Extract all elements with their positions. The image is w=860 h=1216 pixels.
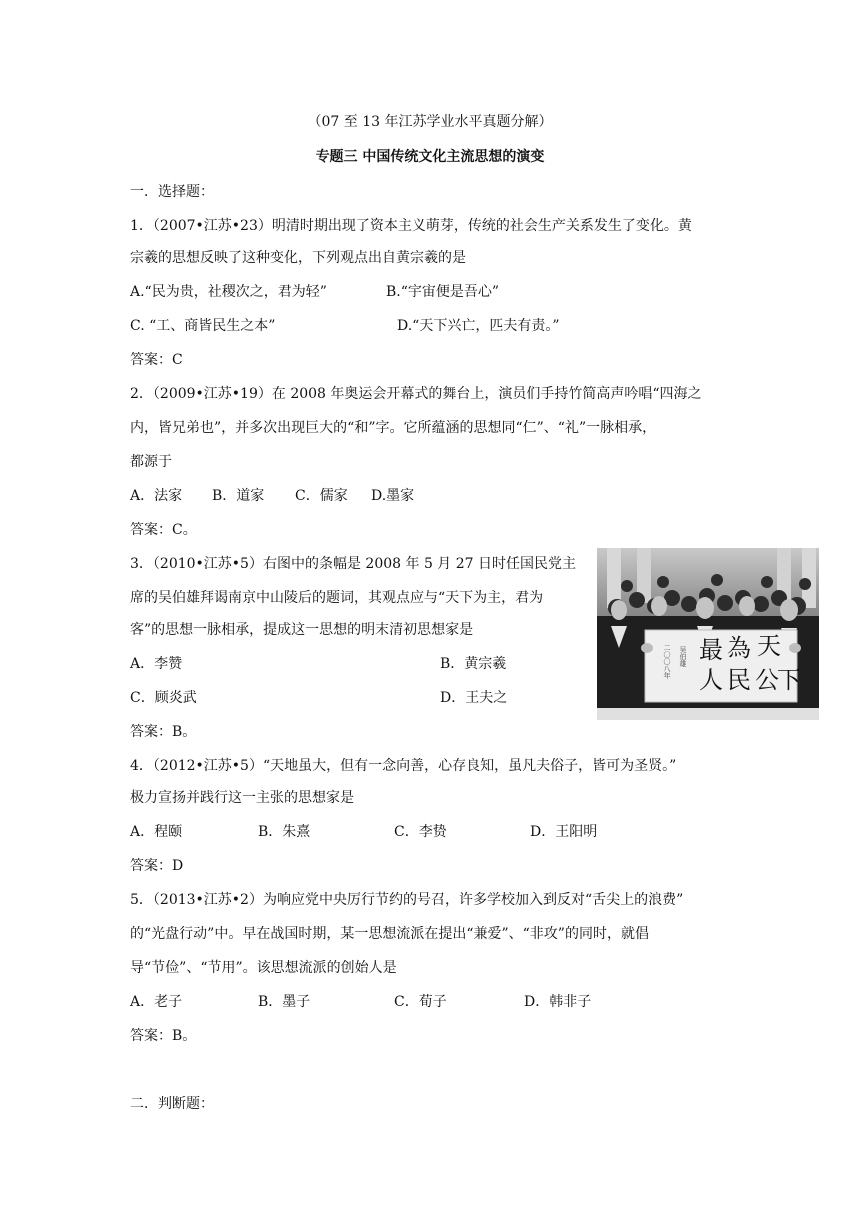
svg-text:吴伯雄: 吴伯雄 (679, 646, 687, 667)
section-heading-judgement: 二．判断题： (130, 1096, 214, 1112)
q4-answer: 答案：D (130, 858, 184, 874)
q2-stem-line1: 2．（2009•江苏•19）在 2008 年奥运会开幕式的舞台上，演员们手持竹简高声吟唱“四海之 (130, 386, 702, 402)
q4-option-b: B．朱熹 (258, 824, 311, 840)
q4-stem-line1: 4．（2012•江苏•5）“天地虽大，但有一念向善，心存良知，虽凡夫俗子，皆可为圣贤。” (130, 758, 677, 774)
q5-stem-line3: 导“节俭”、“节用”。该思想流派的创始人是 (130, 960, 397, 976)
q3-option-d: D．王夫之 (440, 690, 508, 706)
q4-option-c: C．李贽 (394, 824, 447, 840)
banner-char-wei: 為 (727, 634, 751, 662)
q3-stem-line3: 客”的思想一脉相承，提成这一思想的明末清初思想家是 (130, 622, 474, 638)
q2-option-b: B．道家 (212, 488, 265, 504)
q1-option-c: C. “工、商皆民生之本” (130, 318, 276, 334)
q5-answer: 答案：B。 (130, 1028, 197, 1044)
banner-char-zui: 最 (699, 636, 723, 664)
q3-option-c: C．顾炎武 (130, 690, 197, 706)
q5-stem-line2: 的“光盘行动”中。早在战国时期，某一思想流派在提出“兼爱”、“非攻”的同时，就倡 (130, 926, 649, 942)
section-heading-choice: 一．选择题： (130, 184, 214, 200)
q5-option-a: A．老子 (130, 994, 183, 1010)
q4-option-d: D．王阳明 (530, 824, 598, 840)
q1-stem-line1: 1．（2007•江苏•23）明清时期出现了资本主义萌芽，传统的社会生产关系发生了变化。黄 (130, 218, 692, 234)
q2-answer: 答案：C。 (130, 522, 197, 538)
q2-option-c: C．儒家 (295, 488, 348, 504)
q1-option-a: A.“民为贵，社稷次之，君为轻” (130, 284, 327, 300)
q3-stem-line1: 3．（2010•江苏•5）右图中的条幅是 2008 年 5 月 27 日时任国民党主 (130, 556, 577, 572)
document-title: 专题三 中国传统文化主流思想的演变 (315, 149, 545, 165)
banner-char-gong: 公 (755, 666, 779, 694)
q5-stem-line1: 5．（2013•江苏•2）为响应党中央厉行节约的号召，许多学校加入到反对“舌尖上的浪费” (130, 892, 684, 908)
q5-option-c: C．荀子 (394, 994, 447, 1010)
q4-stem-line2: 极力宣扬并践行这一主张的思想家是 (130, 790, 354, 806)
banner-char-min: 民 (727, 666, 751, 694)
q4-option-a: A．程颐 (130, 824, 183, 840)
document-subtitle: （07 至 13 年江苏学业水平真题分解） (307, 114, 553, 130)
banner-char-ren: 人 (699, 666, 723, 694)
q3-banner-photo (597, 548, 819, 720)
q1-option-d: D.“天下兴亡，匹夫有责。” (397, 318, 560, 334)
q3-answer: 答案：B。 (130, 724, 197, 740)
banner-char-tian: 天 (757, 632, 781, 660)
q1-stem-line2: 宗羲的思想反映了这种变化，下列观点出自黄宗羲的是 (130, 250, 466, 266)
q1-answer: 答案：C (130, 352, 183, 368)
q2-option-d: D.墨家 (371, 488, 415, 504)
svg-text:二〇〇八年: 二〇〇八年 (663, 644, 671, 679)
banner-char-xia: 下 (777, 666, 801, 694)
q2-stem-line2: 内，皆兄弟也”，并多次出现巨大的“和”字。它所蕴涵的思想同“仁”、“礼”一脉相承， (130, 420, 657, 436)
q3-stem-line2: 席的吴伯雄拜谒南京中山陵后的题词，其观点应与“天下为主，君为 (130, 590, 544, 606)
q3-option-a: A．李赞 (130, 656, 183, 672)
q3-option-b: B．黄宗羲 (440, 656, 507, 672)
q2-stem-line3: 都源于 (130, 454, 172, 470)
q5-option-d: D．韩非子 (524, 994, 592, 1010)
q2-option-a: A．法家 (130, 488, 183, 504)
q1-option-b: B.“宇宙便是吾心” (386, 284, 500, 300)
q5-option-b: B．墨子 (258, 994, 311, 1010)
